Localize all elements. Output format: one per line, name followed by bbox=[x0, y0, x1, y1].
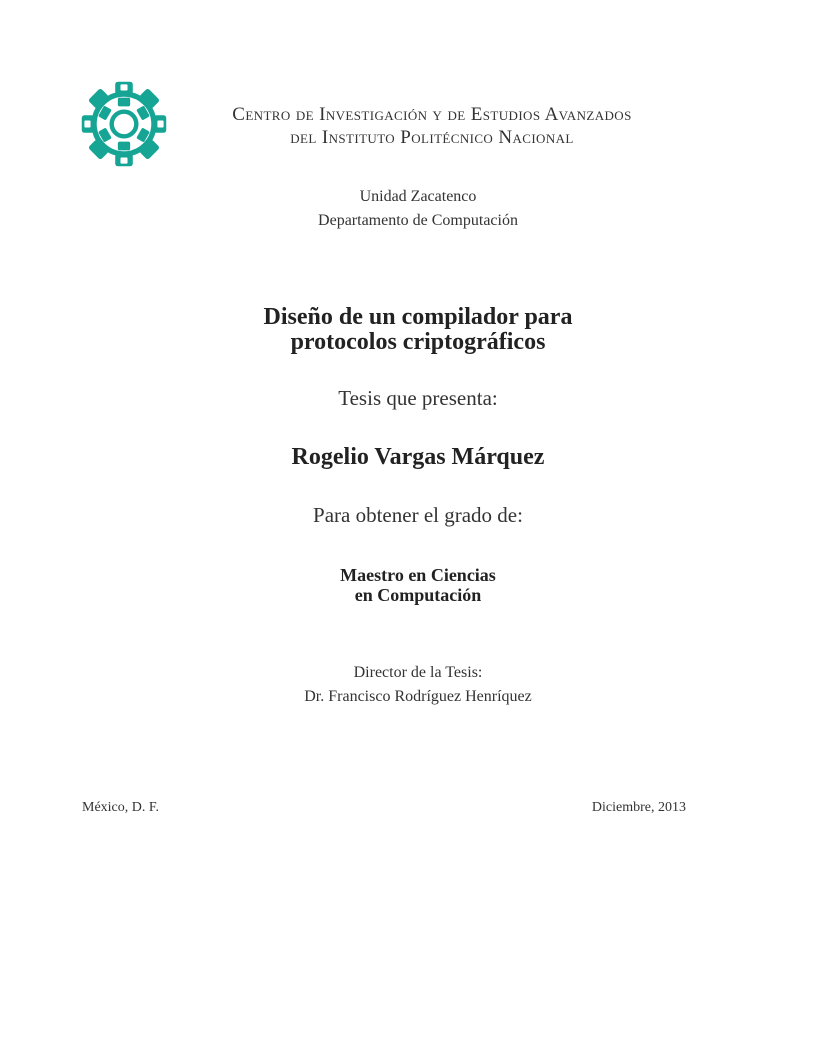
unit-name: Unidad Zacatenco bbox=[359, 188, 477, 205]
author-name: Rogelio Vargas Márquez bbox=[291, 444, 545, 470]
degree-label: Para obtener el grado de: bbox=[313, 503, 523, 527]
thesis-title-line2: protocolos criptográficos bbox=[290, 329, 546, 355]
institution-name-line2: del Instituto Politécnico Nacional bbox=[290, 127, 574, 148]
presenta-label: Tesis que presenta: bbox=[338, 386, 498, 410]
place: México, D. F. bbox=[82, 800, 160, 815]
director-name: Dr. Francisco Rodríguez Henríquez bbox=[304, 688, 532, 705]
thesis-title-line1: Diseño de un compilador para bbox=[263, 304, 573, 330]
degree-name-line2: en Computación bbox=[354, 585, 482, 605]
degree-name-line1: Maestro en Ciencias bbox=[340, 565, 496, 585]
director-label: Director de la Tesis: bbox=[353, 664, 483, 681]
department-name: Departamento de Computación bbox=[318, 212, 518, 229]
date: Diciembre, 2013 bbox=[591, 800, 686, 815]
cinvestav-logo-icon bbox=[80, 80, 168, 168]
institution-name-line1: Centro de Investigación y de Estudios Avanzados bbox=[232, 104, 632, 125]
